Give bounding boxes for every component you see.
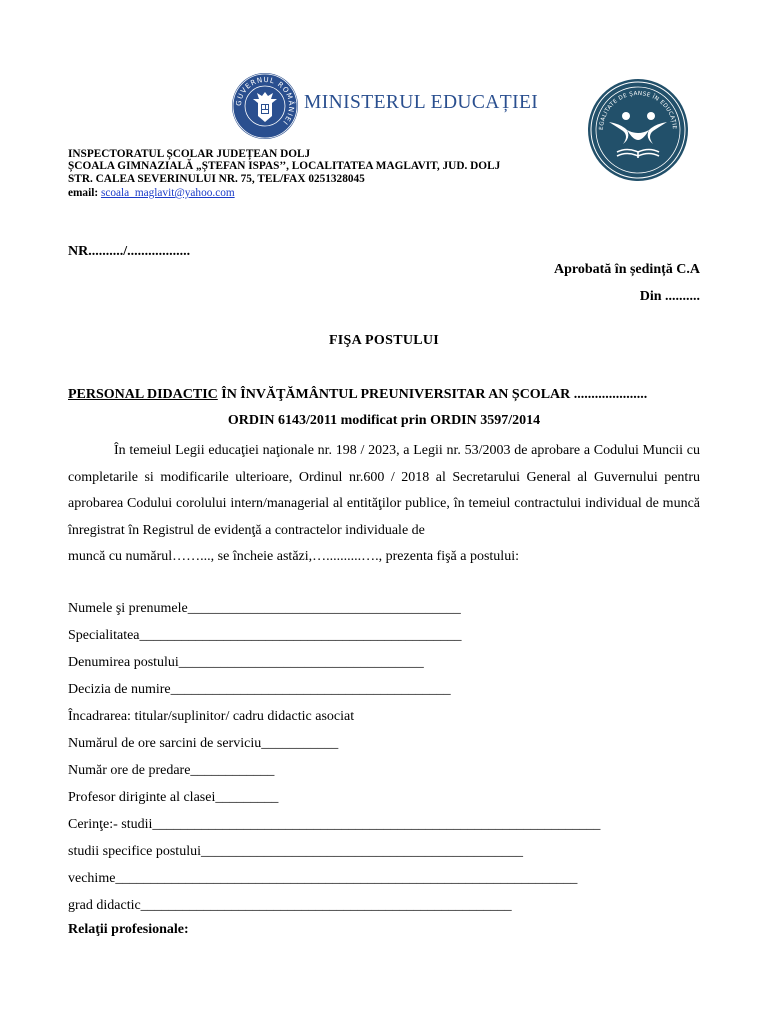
approval-note: Aprobată în ședință C.A [554, 262, 700, 277]
field-teaching-degree[interactable]: grad didactic_____________________________________________________ [68, 898, 512, 913]
field-teaching-hours[interactable]: Număr ore de predare____________ [68, 763, 275, 778]
field-position[interactable]: Denumirea postului___________________________________ [68, 655, 424, 670]
field-specialty[interactable]: Specialitatea______________________________________________ [68, 628, 462, 643]
relations-heading: Relaţii profesionale: [68, 922, 189, 937]
government-seal-logo [231, 72, 299, 140]
legal-paragraph-last-line: muncă cu numărul……..., se încheie astăzi,…..........…., prezenta fişă a postului: [68, 549, 519, 565]
email-link[interactable]: scoala_maglavit@yahoo.com [100, 187, 235, 199]
institution-email-line [68, 187, 235, 199]
email-label: email: [68, 187, 99, 199]
personal-heading-underlined: PERSONAL DIDACTIC [68, 387, 218, 402]
personal-heading [68, 387, 700, 403]
field-employment: Încadrarea: titular/suplinitor/ cadru didactic asociat [68, 709, 355, 724]
svg-text:EGALITATE DE ȘANSE ÎN EDUCAȚIE: EGALITATE DE ȘANSE ÎN EDUCAȚIE [598, 90, 678, 131]
field-name[interactable]: Numele şi prenumele_______________________________________ [68, 601, 461, 616]
field-decision[interactable]: Decizia de numire________________________________________ [68, 682, 451, 697]
institution-school: ȘCOALA GIMNAZIALĂ „ȘTEFAN ISPAS’’, LOCALITATEA MAGLAVIT, JUD. DOLJ [68, 160, 501, 172]
field-seniority[interactable]: vechime__________________________________________________________________ [68, 871, 578, 886]
legal-paragraph [68, 438, 700, 571]
legal-paragraph-main: În temeiul Legii educaţiei naţionale nr. 198 / 2023, a Legii nr. 53/2003 de aprobare a Codului Muncii cu completarile si modificarile ulterioare, Ordinul nr.600 / 2018 al Secretarului General al Guvernului pentru aprobarea Codului corolului intern/managerial al entităţilor publice, în temeiul contractului individual de muncă înregistrat în Registrul de evidenţă a contractelor individuale de [68, 443, 700, 538]
ministry-title: MINISTERUL EDUCAȚIEI [304, 92, 539, 113]
field-service-hours[interactable]: Numărul de ore sarcini de serviciu___________ [68, 736, 339, 751]
personal-heading-rest: ÎN ÎNVĂŢĂMÂNTUL PREUNIVERSITAR AN ȘCOLAR ..................... [217, 387, 648, 402]
institution-inspectorate: INSPECTORATUL ȘCOLAR JUDEȚEAN DOLJ [68, 148, 311, 160]
ordin-heading: ORDIN 6143/2011 modificat prin ORDIN 3597/2014 [227, 413, 541, 428]
approval-date: Din .......... [639, 289, 700, 304]
registration-number: NR........../.................. [68, 244, 191, 259]
svg-text:GUVERNUL ROMÂNIEI: GUVERNUL ROMÂNIEI [234, 75, 296, 127]
field-specific-studies[interactable]: studii specifice postului______________________________________________ [68, 844, 523, 859]
field-requirements-studies[interactable]: Cerinţe:- studii________________________________________________________________ [68, 817, 601, 832]
document-title: FIŞA POSTULUI [328, 333, 440, 348]
school-logo [587, 78, 689, 182]
field-class-master[interactable]: Profesor diriginte al clasei_________ [68, 790, 279, 805]
institution-address: STR. CALEA SEVERINULUI NR. 75, TEL/FAX 0251328045 [68, 173, 365, 185]
